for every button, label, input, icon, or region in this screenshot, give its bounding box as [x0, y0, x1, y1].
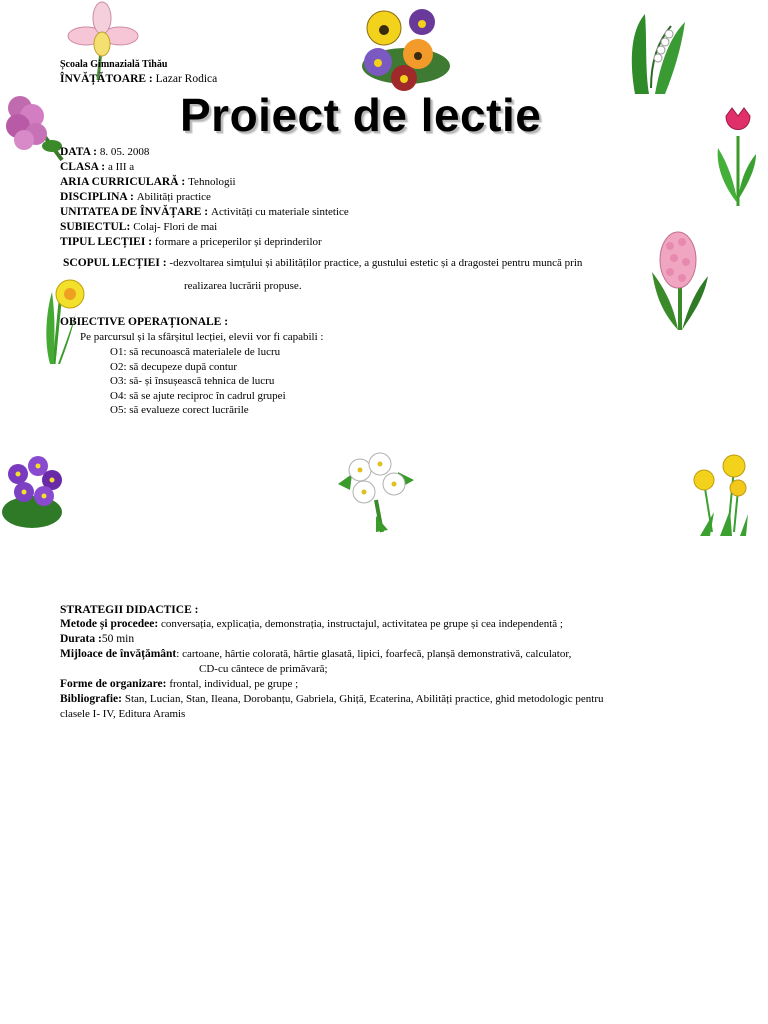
- info-value: Activități cu materiale sintetice: [211, 206, 349, 218]
- objective-item: [110, 389, 286, 403]
- objective-item: [110, 374, 274, 388]
- forms-label: Forme de organizare:: [60, 678, 167, 690]
- pansy-icon: [356, 6, 456, 92]
- objective-text: să evalueze corect lucrările: [129, 404, 249, 416]
- info-value: Tehnologii: [188, 176, 236, 188]
- info-row: [60, 220, 217, 234]
- tulip-icon: [712, 104, 760, 208]
- info-value: Abilități practice: [136, 191, 211, 203]
- duration-line: [60, 632, 134, 646]
- scope-text-2: realizarea lucrării propuse.: [184, 280, 302, 292]
- means-value: : cartoane, hârtie colorată, hârtie glasată, lipici, foarfecă, planșă demonstrativă, calculator,: [176, 648, 572, 660]
- objectives-heading: OBIECTIVE OPERAȚIONALE :: [60, 316, 229, 328]
- means-line: [60, 647, 571, 661]
- school-name: Școala Gimnazială Tihău: [60, 59, 168, 70]
- biblio-line-2: clasele I- IV, Editura Aramis: [60, 708, 186, 720]
- objective-text: să se ajute reciproc în cadrul grupei: [129, 389, 286, 402]
- biblio-line: [60, 692, 604, 706]
- duration-value: 50 min: [101, 633, 135, 645]
- teacher-value: Lazar Rodica: [155, 73, 218, 85]
- objective-text: să decupeze după contur: [129, 360, 238, 373]
- duration-label: Durata :: [60, 633, 102, 645]
- objective-code: O4:: [110, 389, 127, 402]
- biblio-value: Stan, Lucian, Stan, Ileana, Dorobanțu, Gabriela, Ghiță, Ecaterina, Abilități practice, ghid metodologic pentru: [124, 693, 604, 705]
- info-label: ARIA CURRICULARĂ :: [60, 176, 186, 188]
- info-row: [60, 205, 349, 219]
- methods-label: Metode și procedee:: [60, 618, 159, 630]
- scope-label: SCOPUL LECȚIEI :: [63, 257, 167, 269]
- info-row: [60, 190, 211, 204]
- objective-text: să recunoască materialele de lucru: [129, 346, 281, 358]
- forms-value: frontal, individual, pe grupe ;: [169, 678, 299, 690]
- teacher-line: [60, 72, 217, 86]
- info-value: Colaj- Flori de mai: [133, 221, 218, 233]
- lily-of-the-valley-icon: [625, 10, 689, 94]
- info-value: formare a priceperilor și deprinderilor: [154, 236, 322, 248]
- dandelion-icon: [690, 452, 756, 536]
- info-value: a III a: [107, 161, 135, 173]
- scope-line-1: [63, 256, 582, 270]
- info-label: TIPUL LECȚIEI :: [60, 236, 153, 248]
- biblio-label: Bibliografie:: [60, 693, 122, 705]
- methods-line: [60, 617, 563, 631]
- hyacinth-icon: [648, 232, 712, 332]
- scope-text-1: -dezvoltarea simțului și abilităților practice, a gustului estetic și a dragostei pentru muncă prin: [169, 257, 583, 269]
- info-label: CLASA :: [60, 161, 106, 173]
- means-line-2: CD-cu cântece de primăvară;: [199, 663, 328, 675]
- objective-item: [110, 360, 237, 374]
- methods-value: conversația, explicația, demonstrația, instructajul, activitatea pe grupe și cea independentă ;: [161, 618, 563, 630]
- info-label: DATA :: [60, 146, 97, 158]
- objective-code: O5:: [110, 404, 127, 416]
- info-label: SUBIECTUL:: [60, 221, 131, 233]
- forms-line: [60, 677, 298, 691]
- objective-text: să- și însușească tehnica de lucru: [129, 375, 275, 387]
- info-row: [60, 235, 322, 249]
- info-row: [60, 175, 236, 189]
- info-label: DISCIPLINA :: [60, 191, 134, 203]
- page-title: Proiect de lectie: [180, 89, 542, 141]
- white-flowers-icon: [336, 450, 416, 532]
- strategies-heading: STRATEGII DIDACTICE :: [60, 604, 199, 616]
- info-row: [60, 145, 149, 159]
- objective-item: [110, 345, 280, 359]
- info-row: [60, 160, 134, 174]
- objective-code: O2:: [110, 360, 127, 373]
- teacher-label: ÎNVĂȚĂTOARE :: [60, 73, 153, 85]
- violet-icon: [0, 444, 70, 530]
- info-value: 8. 05. 2008: [99, 146, 150, 158]
- info-label: UNITATEA DE ÎNVĂȚARE :: [60, 206, 209, 218]
- objectives-intro: Pe parcursul și la sfârșitul lecției, elevii vor fi capabili :: [80, 331, 324, 343]
- objective-code: O1:: [110, 346, 127, 358]
- objective-item: [110, 403, 249, 417]
- means-label: Mijloace de învățământ: [60, 648, 177, 660]
- objective-code: O3:: [110, 375, 127, 387]
